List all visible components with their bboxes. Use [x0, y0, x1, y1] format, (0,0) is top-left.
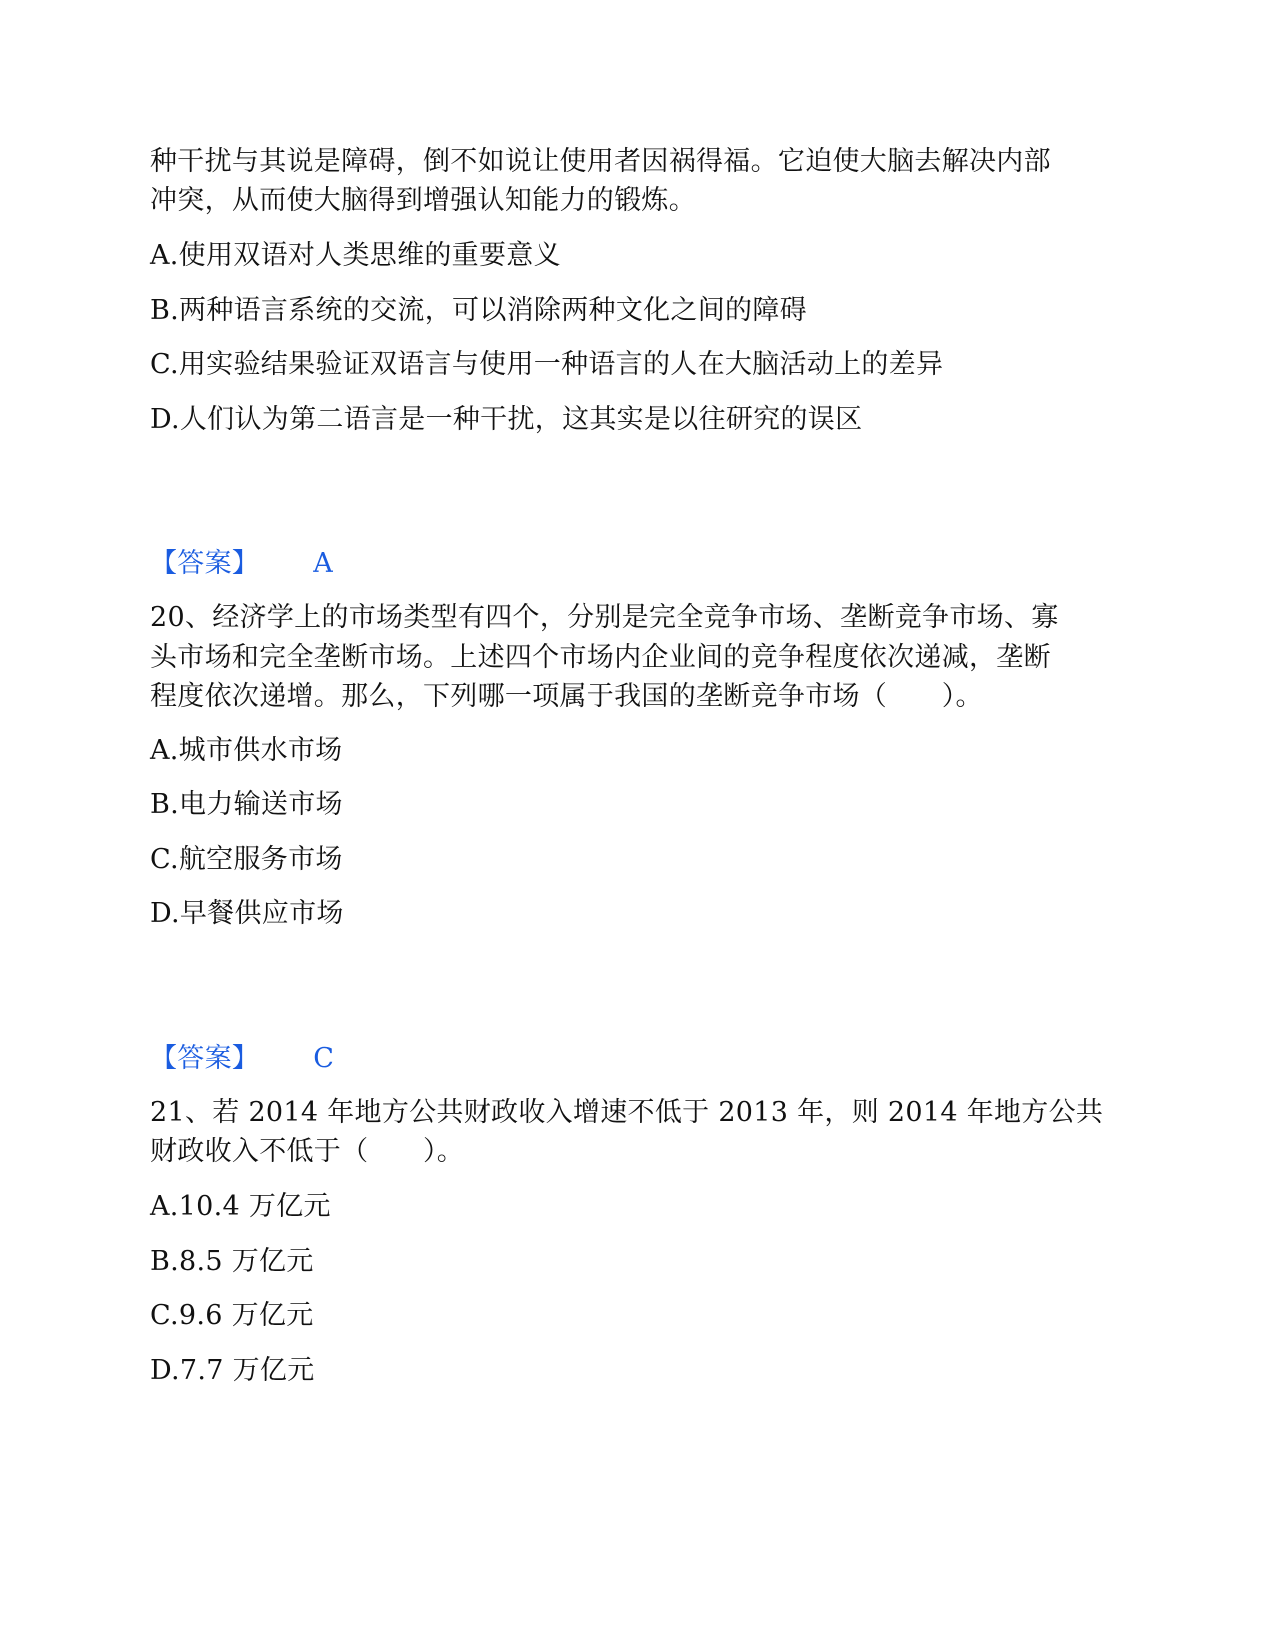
q20-option-d: D.早餐供应市场	[150, 898, 344, 929]
q21-text-line-2: 财政收入不低于（ ）。	[150, 1136, 465, 1167]
q21-option-b: B.8.5 万亿元	[150, 1246, 314, 1277]
answer-label: 【答案】	[150, 548, 260, 579]
q21-option-d: D.7.7 万亿元	[150, 1355, 315, 1386]
fragment-option-b: B.两种语言系统的交流，可以消除两种文化之间的障碍	[150, 295, 807, 326]
answer-value: C	[313, 1043, 335, 1074]
q20-option-b: B.电力输送市场	[150, 789, 343, 820]
answer-value: A	[313, 548, 334, 579]
q20-option-c: C.航空服务市场	[150, 844, 343, 875]
fragment-option-d: D.人们认为第二语言是一种干扰，这其实是以往研究的误区	[150, 404, 863, 435]
fragment-text-line-1: 种干扰与其说是障碍，倒不如说让使用者因祸得福。它迫使大脑去解决内部	[150, 146, 1051, 177]
q21-option-c: C.9.6 万亿元	[150, 1300, 314, 1331]
fragment-text-line-2: 冲突，从而使大脑得到增强认知能力的锻炼。	[150, 185, 696, 216]
fragment-answer	[150, 546, 333, 582]
answer-label: 【答案】	[150, 1043, 260, 1074]
q21-option-a: A.10.4 万亿元	[150, 1191, 331, 1222]
fragment-option-c: C.用实验结果验证双语言与使用一种语言的人在大脑活动上的差异	[150, 349, 944, 380]
q20-text-line-1: 20、经济学上的市场类型有四个，分别是完全竞争市场、垄断竞争市场、寡	[150, 602, 1059, 633]
q21-text-line-1: 21、若 2014 年地方公共财政收入增速不低于 2013 年，则 2014 年地方公共	[150, 1097, 1104, 1128]
q20-text-line-3: 程度依次递增。那么，下列哪一项属于我国的垄断竞争市场（ ）。	[150, 681, 983, 712]
q20-answer	[150, 1041, 334, 1077]
fragment-option-a: A.使用双语对人类思维的重要意义	[150, 240, 561, 271]
q20-text-line-2: 头市场和完全垄断市场。上述四个市场内企业间的竞争程度依次递减，垄断	[150, 642, 1051, 673]
q20-option-a: A.城市供水市场	[150, 735, 343, 766]
